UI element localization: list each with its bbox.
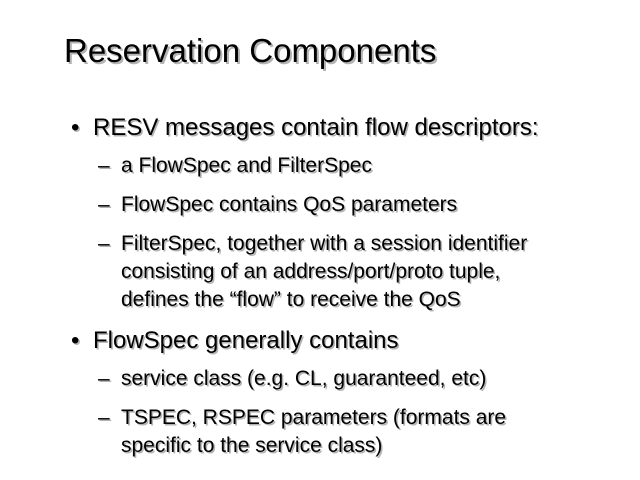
bullet-dot-icon: • [71,327,80,354]
slide-title: Reservation Components [64,32,437,69]
sub-bullet-service-class [0,365,561,393]
slide-body [0,112,640,471]
dash-icon: – [98,193,110,216]
bullet-group-resv [0,112,640,314]
sub-bullet-flowspec-filterspec [0,152,561,180]
sub-bullet-text: service class (e.g. CL, guaranteed, etc) [121,367,487,390]
bullet-item-resv [0,112,640,143]
sub-bullet-text: TSPEC, RSPEC parameters (formats are specific to the service class) [121,406,507,457]
dash-icon: – [98,232,110,255]
sub-bullet-text: FilterSpec, together with a session identifier consisting of an address/port/proto tuple, defines the “flow” to receive the QoS [121,232,528,311]
bullet-text: RESV messages contain flow descriptors: [93,114,539,141]
bullet-text: FlowSpec generally contains [93,327,399,354]
dash-icon: – [98,406,110,429]
sub-bullet-text: a FlowSpec and FilterSpec [121,154,372,177]
sub-bullet-tspec-rspec [0,404,561,460]
sub-bullet-session-identifier [0,230,561,314]
dash-icon: – [98,154,110,177]
sub-bullet-text: FlowSpec contains QoS parameters [121,193,458,216]
bullet-item-flowspec [0,325,640,356]
bullet-dot-icon: • [71,114,80,141]
bullet-group-flowspec [0,325,640,460]
sub-bullet-qos-parameters [0,191,561,219]
dash-icon: – [98,367,110,390]
